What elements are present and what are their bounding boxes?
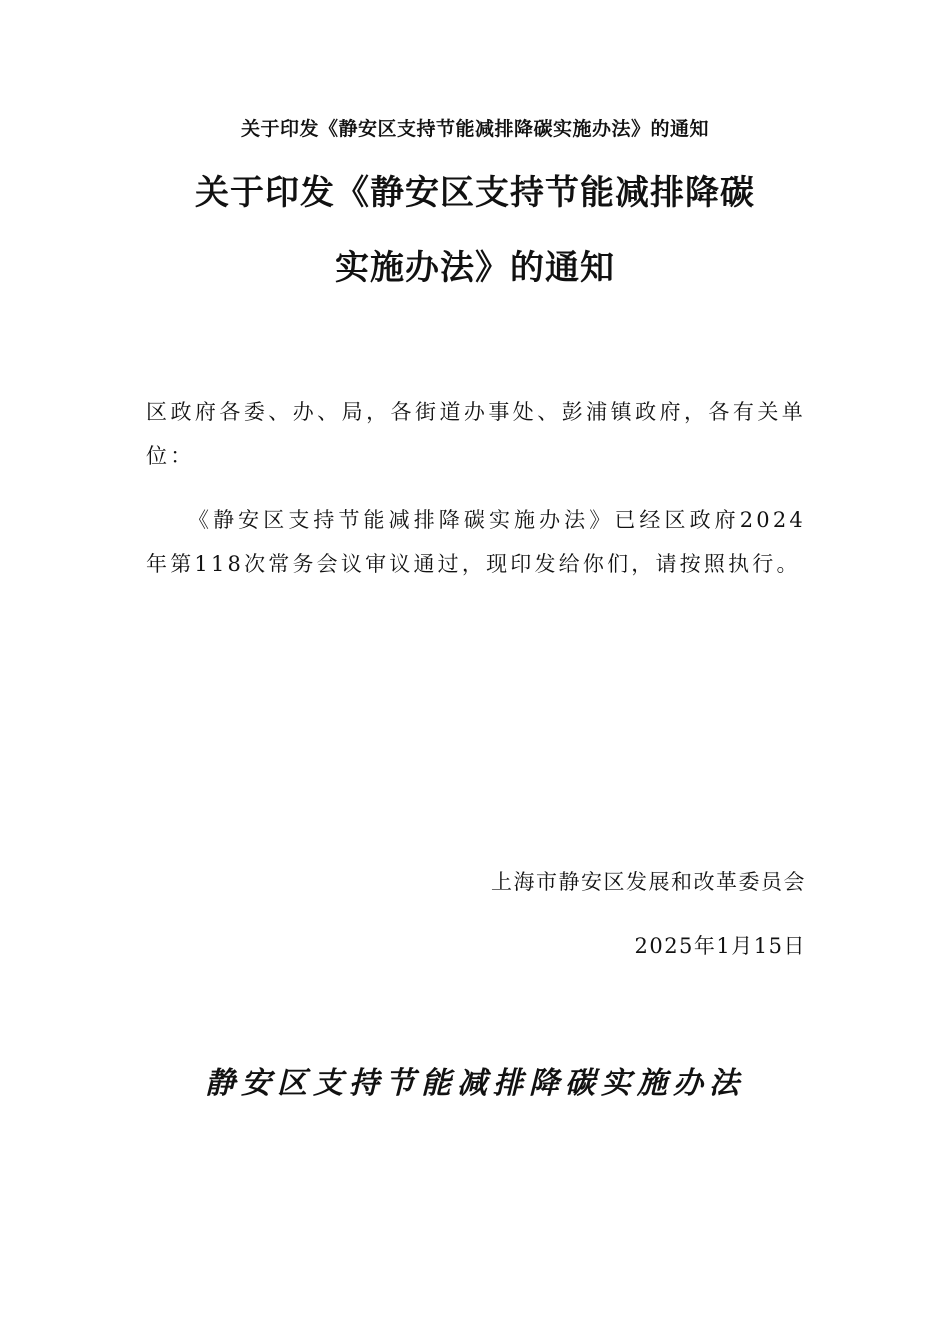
addressee: 区政府各委、办、局，各街道办事处、彭浦镇政府，各有关单位： xyxy=(146,400,806,468)
main-title-line-1: 关于印发《静安区支持节能减排降碳 xyxy=(195,173,755,213)
body-paragraph: 《静安区支持节能减排降碳实施办法》已经区政府2024年第118次常务会议审议通过，现印发给你们，请按照执行。 xyxy=(146,508,806,576)
attachment-title: 静安区支持节能减排降碳实施办法 xyxy=(205,1066,745,1101)
main-title-line-2: 实施办法》的通知 xyxy=(335,248,615,288)
header-title: 关于印发《静安区支持节能减排降碳实施办法》的通知 xyxy=(240,118,709,140)
issuer-name: 上海市静安区发展和改革委员会 xyxy=(491,870,806,894)
issue-date: 2025年1月15日 xyxy=(634,934,806,958)
